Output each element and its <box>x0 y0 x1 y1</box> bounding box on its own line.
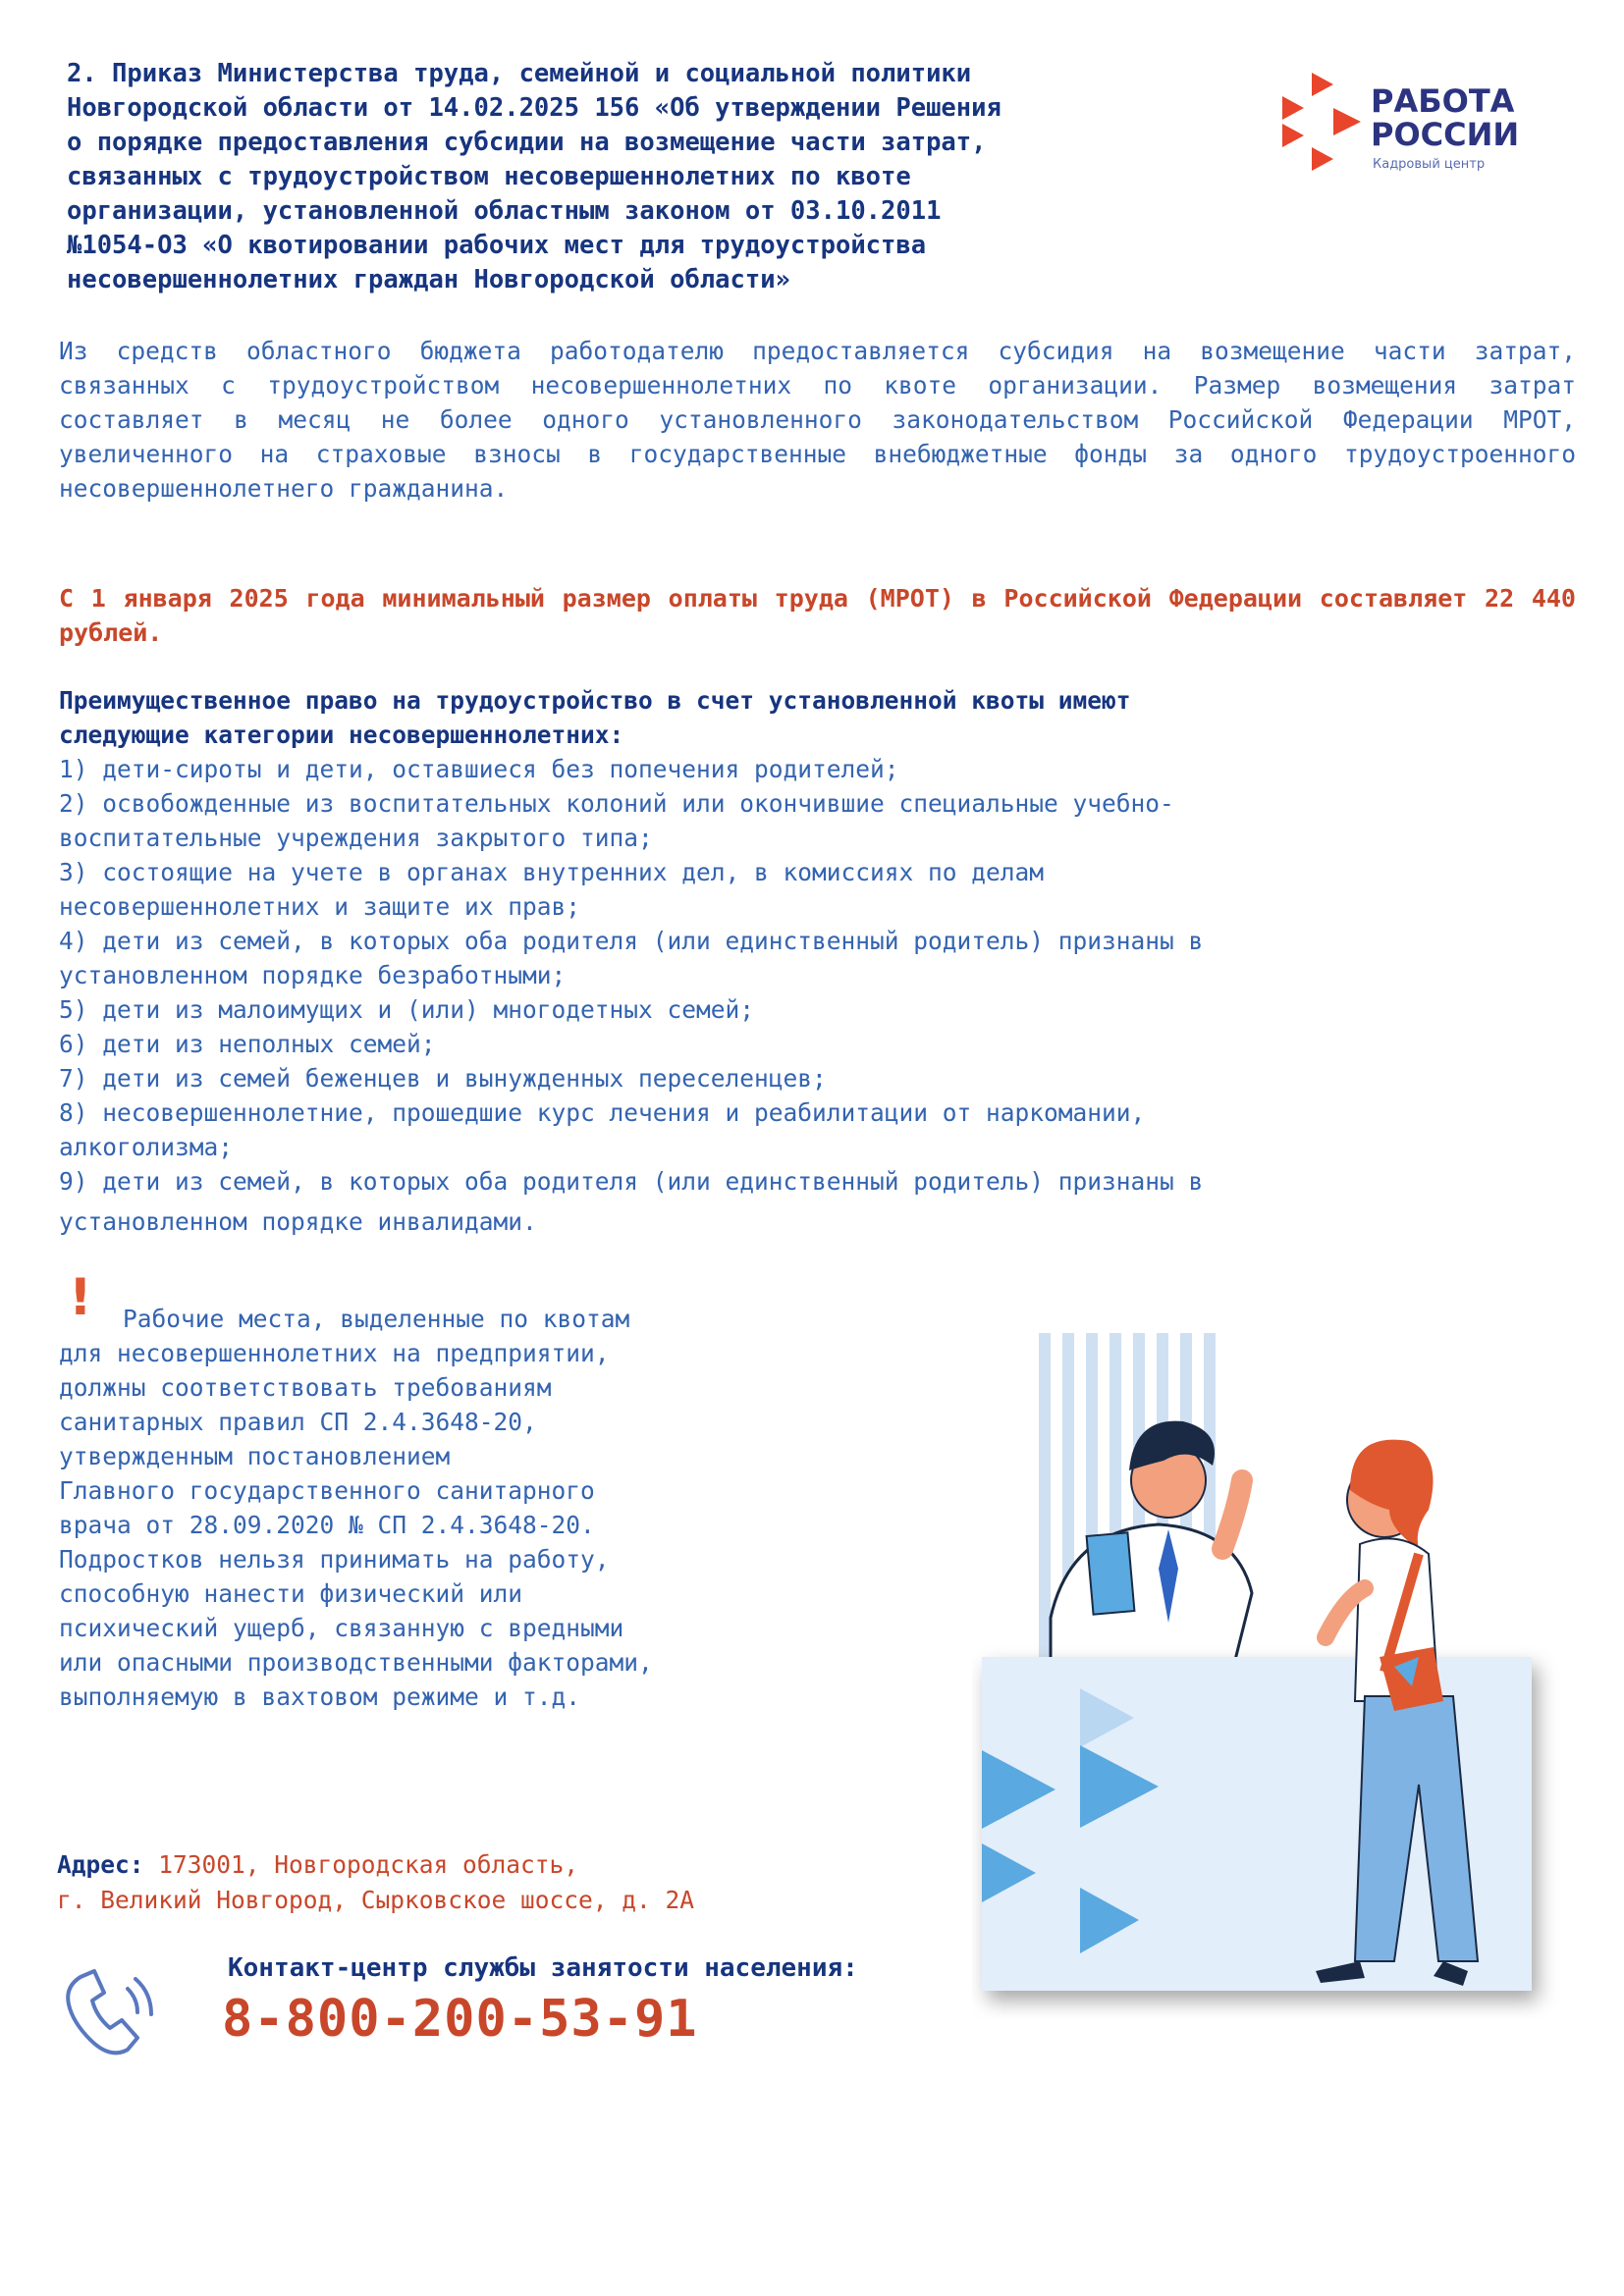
warning-line: должны соответствовать требованиям <box>59 1373 552 1402</box>
title-line: 2. Приказ Министерства труда, семейной и социальной политики <box>67 59 972 88</box>
warning-line: Рабочие места, выделенные по квотам <box>123 1305 630 1333</box>
categories-heading: Преимущественное право на трудоустройство в счет установленной квоты имеют следующие категории несовершеннолетних: <box>59 686 1131 749</box>
list-item: 6) дети из неполных семей; <box>59 1030 436 1058</box>
warning-line: Главного государственного санитарного <box>59 1476 595 1505</box>
logo-arrows-icon <box>1282 73 1367 171</box>
address-block <box>57 1847 941 1918</box>
list-item: 5) дети из малоимущих и (или) многодетных семей; <box>59 995 755 1024</box>
intro-paragraph: Из средств областного бюджета работодателю предоставляется субсидия на возмещение части затрат, связанных с трудоустройством несовершеннолетних по квоте организации. Размер возмещения затрат составляет в месяц не более одного установленного законодательством Российской Федерации МРОТ, увеличенного на страховые взносы в государственные внебюджетные фонды за одного трудоустроенного несовершеннолетнего гражданина. <box>59 337 1576 503</box>
warning-line: способную нанести физический или <box>59 1579 523 1608</box>
mrot-paragraph: С 1 января 2025 года минимальный размер оплаты труда (МРОТ) в Российской Федерации составляет 22 440 рублей. <box>59 584 1576 647</box>
list-item: 1) дети-сироты и дети, оставшиеся без попечения родителей; <box>59 755 899 783</box>
categories-list <box>59 683 1571 1239</box>
man-figure <box>1051 1421 1252 1672</box>
warning-line: выполняемую в вахтовом режиме и т.д. <box>59 1682 581 1711</box>
address-line: 173001, Новгородская область, <box>158 1850 579 1879</box>
list-item: 3) состоящие на учете в органах внутренних дел, в комиссиях по делам <box>59 858 1045 886</box>
recruitment-illustration <box>972 1333 1561 2020</box>
warning-line: санитарных правил СП 2.4.3648-20, <box>59 1408 537 1436</box>
rabota-rossii-logo <box>1282 69 1567 177</box>
warning-line: утвержденным постановлением <box>59 1442 451 1470</box>
list-item: 4) дети из семей, в которых оба родителя (или единственный родитель) признаны в <box>59 927 1204 955</box>
warning-line: Подростков нельзя принимать на работу, <box>59 1545 610 1574</box>
logo-text: РАБОТА РОССИИ <box>1371 82 1520 153</box>
list-item: 2) освобожденные из воспитательных колоний или окончившие специальные учебно- <box>59 789 1174 818</box>
warning-line: или опасными производственными факторами, <box>59 1648 653 1677</box>
list-item: 8) несовершеннолетние, прошедшие курс лечения и реабилитации от наркомании, <box>59 1098 1146 1127</box>
title-line: о порядке предоставления субсидии на возмещение части затрат, <box>67 128 987 157</box>
list-item: воспитательные учреждения закрытого типа; <box>59 824 653 852</box>
warning-line: для несовершеннолетних на предприятии, <box>59 1339 610 1367</box>
title-line: Новгородской области от 14.02.2025 156 «Об утверждении Решения <box>67 93 1001 123</box>
title-line: №1054-ОЗ «О квотировании рабочих мест для трудоустройства <box>67 231 927 260</box>
title-line: связанных с трудоустройством несовершеннолетних по квоте <box>67 162 911 191</box>
list-item: установленном порядке инвалидами. <box>59 1207 537 1236</box>
warning-line: психический ущерб, связанную с вредными <box>59 1614 624 1642</box>
list-item: установленном порядке безработными; <box>59 961 567 989</box>
phone-number-link[interactable]: 8-800-200-53-91 <box>222 1990 698 2049</box>
exclamation-icon: ! <box>69 1268 92 1327</box>
page-title <box>67 57 1225 297</box>
warning-paragraph <box>59 1302 844 1714</box>
list-item: 7) дети из семей беженцев и вынужденных переселенцев; <box>59 1064 827 1093</box>
list-item: 9) дети из семей, в которых оба родителя (или единственный родитель) признаны в <box>59 1167 1204 1196</box>
phone-icon <box>59 1965 159 2059</box>
list-item: несовершеннолетних и защите их прав; <box>59 892 581 921</box>
warning-line: врача от 28.09.2020 № СП 2.4.3648-20. <box>59 1511 595 1539</box>
title-line: несовершеннолетних граждан Новгородской области» <box>67 265 790 294</box>
address-label: Адрес: <box>57 1850 144 1879</box>
contact-center-label: Контакт-центр службы занятости населения: <box>228 1953 858 1983</box>
list-item: алкоголизма; <box>59 1133 234 1161</box>
title-line: организации, установленной областным законом от 03.10.2011 <box>67 196 942 226</box>
address-line: г. Великий Новгород, Сырковское шоссе, д. 2А <box>57 1886 695 1914</box>
logo-subtitle: Кадровый центр <box>1373 157 1486 172</box>
